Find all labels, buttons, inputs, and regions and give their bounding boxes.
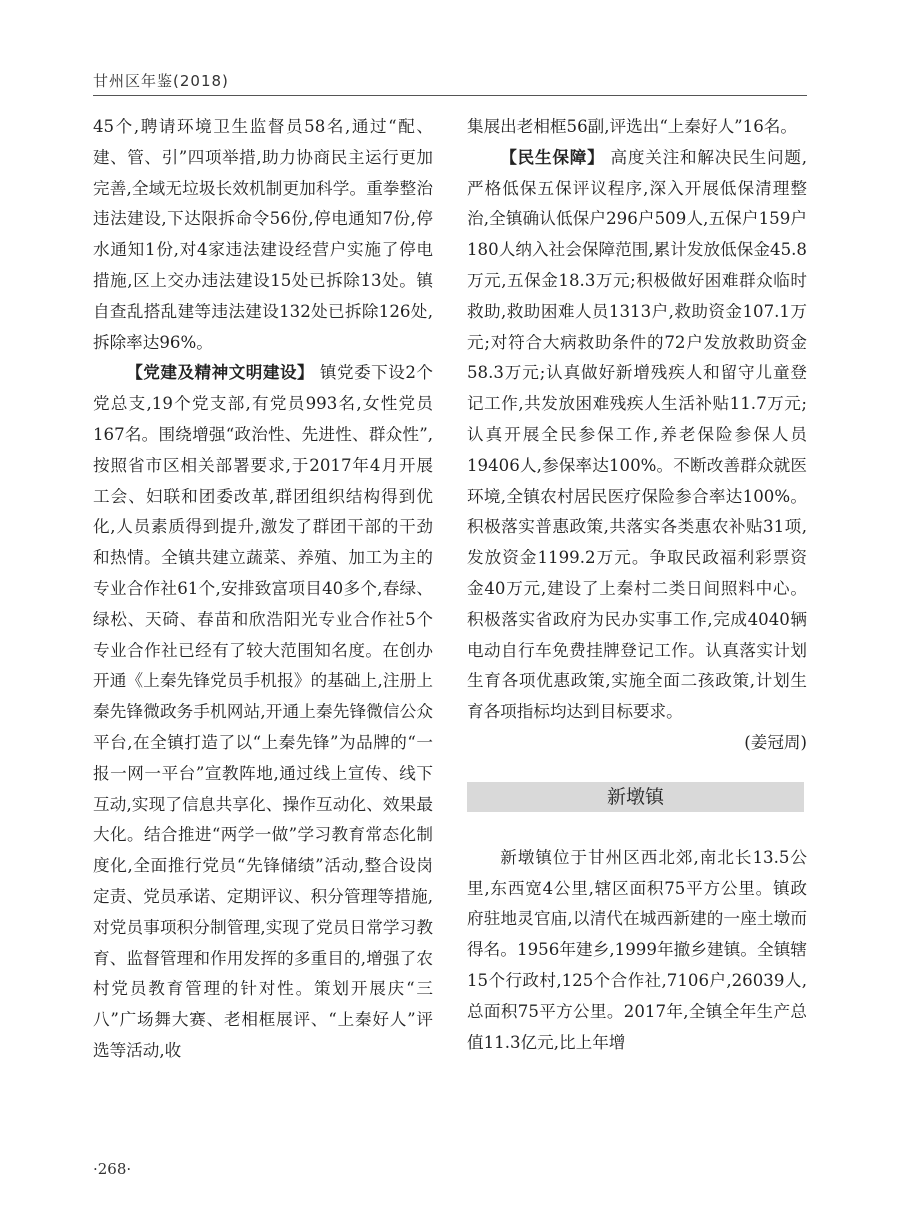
paragraph-livelihood-body: 高度关注和解决民生问题,严格低保五保评议程序,深入开展低保清理整治,全镇确认低保户296户509人,五保户159户180人纳入社会保障范围,累计发放低保金45.8万元,五保金18.3万元;积极做好困难群众临时救助,救助困难人员1313户,救助资金107.1万元;对符合大病救助条件的72户发放救助资金58.3万元;认真做好新增残疾人和留守儿童登记工作,共发放困难残疾人生活补贴11.7万元;认真开展全民参保工作,养老保险参保人员19406人,参保率达100%。不断改善群众就医环境,全镇农村居民医疗保险参合率达100%。积极落实普惠政策,共落实各类惠农补贴31项,发放资金1199.2万元。争取民政福利彩票资金40万元,建设了上秦村二类日间照料中心。积极落实省政府为民办实事工作,完成4040辆电动自行车免费挂牌登记工作。认真落实计划生育各项优惠政策,实施全面二孩政策,计划生育各项指标均达到目标要求。 (467, 147, 807, 722)
author-signature: (姜冠周) (744, 732, 807, 752)
header-rule (93, 95, 807, 96)
paragraph-illegal-construction: 45个,聘请环境卫生监督员58名,通过“配、建、管、引”四项举措,助力协商民主运行更加完善,全域无垃圾长效机制更加科学。重拳整治违法建设,下达限拆命令56份,停电通知7份,停水通知1份,对4家违法建设经营户实施了停电措施,区上交办违法建设15处已拆除13处。镇自查乱搭乱建等违法建设132处已拆除126处,拆除率达96%。 (93, 117, 433, 352)
section-lead-livelihood: 【民生保障】 (500, 147, 605, 167)
running-header: 甘州区年鉴(2018) (93, 72, 229, 90)
paragraph-party-building (93, 358, 433, 1066)
paragraph-xindun-intro: 新墩镇位于甘州区西北郊,南北长13.5公里,东西宽4公里,辖区面积75平方公里。镇政府驻地灵官庙,以清代在城西新建的一座土墩而得名。1956年建乡,1999年撤乡建镇。全镇辖15个行政村,125个合作社,7106户,26039人,总面积75平方公里。2017年,全镇全年生产总值11.3亿元,比上年增 (467, 847, 807, 1052)
paragraph-livelihood (467, 143, 807, 728)
section-lead-party-building: 【党建及精神文明建设】 (126, 363, 315, 383)
page-number: ·268· (93, 1160, 132, 1178)
section-heading-xindun: 新墩镇 (467, 782, 804, 812)
left-column (93, 112, 433, 1067)
paragraph-party-building-body: 镇党委下设2个党总支,19个党支部,有党员993名,女性党员167名。围绕增强“政治性、先进性、群众性”,按照省市区相关部署要求,于2017年4月开展工会、妇联和团委改革,群团组织结构得到优化,人员素质得到提升,激发了群团干部的干劲和热情。全镇共建立蔬菜、养殖、加工为主的专业合作社61个,安排致富项目40多个,春绿、绿松、天碕、春苗和欣浩阳光专业合作社5个专业合作社已经有了较大范围知名度。在创办开通《上秦先锋党员手机报》的基础上,注册上秦先锋微政务手机网站,开通上秦先锋微信公众平台,在全镇打造了以“上秦先锋”为品牌的“一报一网一平台”宣教阵地,通过线上宣传、线下互动,实现了信息共享化、操作互动化、效果最大化。结合推进“两学一做”学习教育常态化制度化,全面推行党员“先锋储绩”活动,整合设岗定责、党员承诺、定期评议、积分管理等措施,对党员事项积分制管理,实现了党员日常学习教育、监督管理和作用发挥的多重目的,增强了农村党员教育管理的针对性。策划开展庆“三八”广场舞大赛、老相框展评、“上秦好人”评选等活动,收 (93, 363, 434, 1060)
paragraph-continuation: 集展出老相框56副,评选出“上秦好人”16名。 (467, 117, 797, 136)
right-column (467, 112, 807, 1058)
